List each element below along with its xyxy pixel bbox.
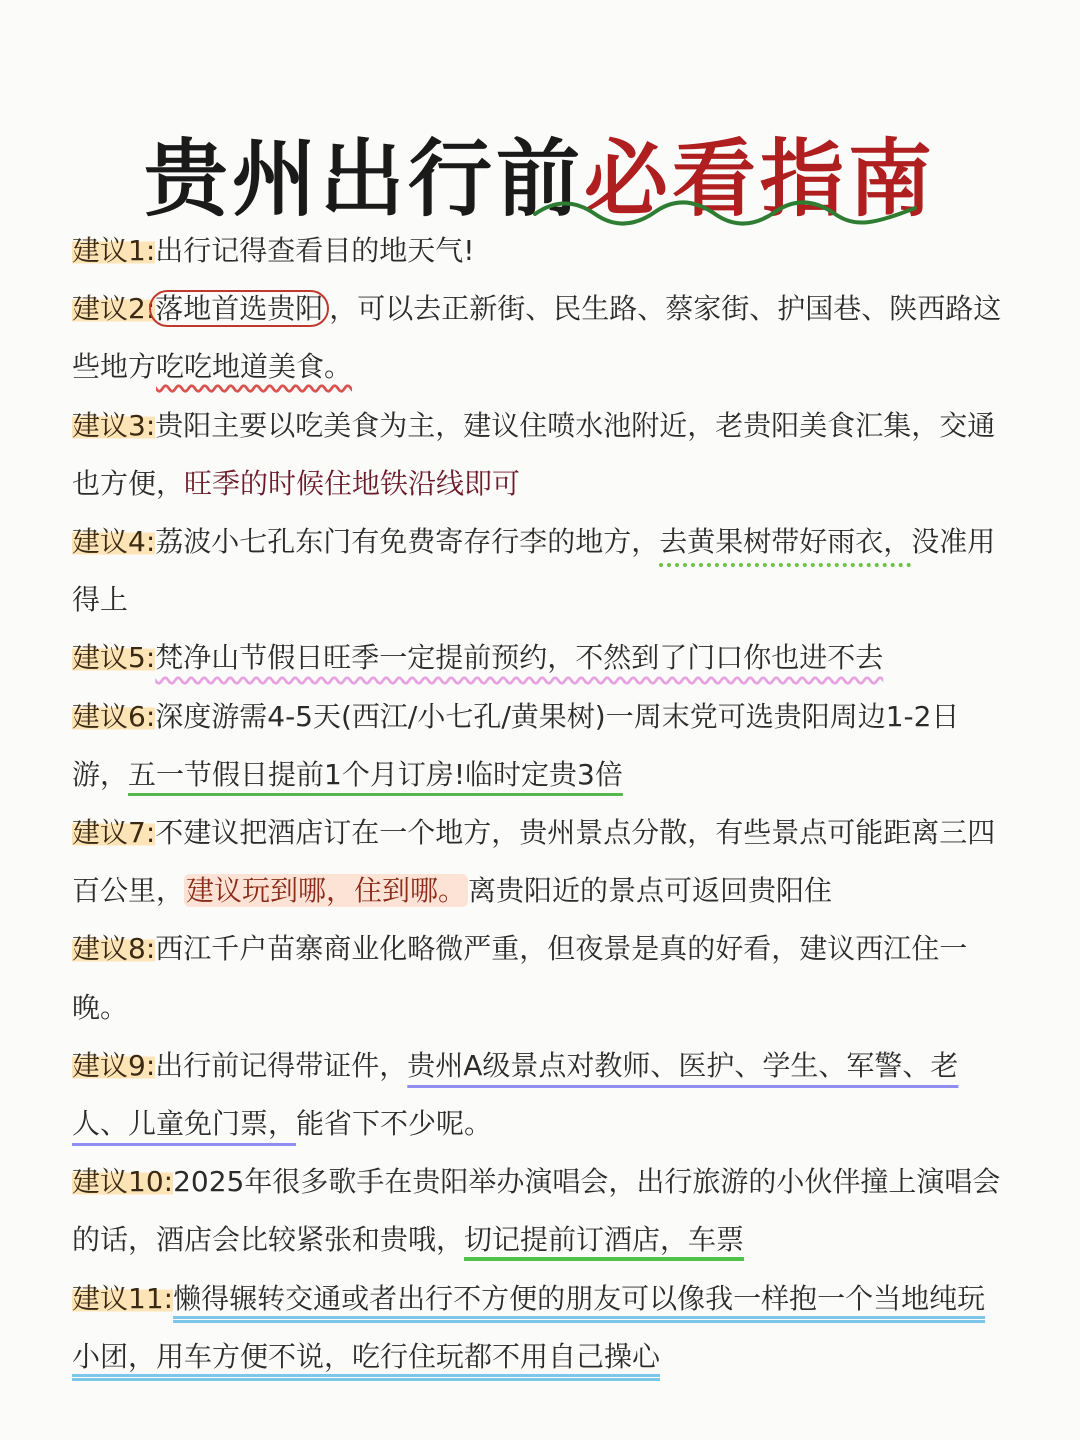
tip-text: 深度游需4-5天(西江/小七孔/黄果树)一周末党可选贵阳周边1-2日游， xyxy=(72,699,960,791)
tip-1 xyxy=(72,222,1012,280)
title-part2: 必看指南 xyxy=(584,129,937,228)
circled-text: 落地首选贵阳 xyxy=(149,290,329,327)
tip-2 xyxy=(72,280,1012,396)
tip-label: 建议2: xyxy=(72,292,156,326)
tip-label: 建议3: xyxy=(72,408,156,442)
tip-text: 2025年很多歌手在贵阳举办演唱会，出行旅游的小伙伴撞上演唱会的话，酒店会比较紧张和贵哦， xyxy=(72,1165,1001,1257)
tip-6 xyxy=(72,688,1012,804)
tip-9 xyxy=(72,1037,1012,1153)
tip-3 xyxy=(72,397,1012,513)
wavy-underlined-text: 吃吃地道美食。 xyxy=(156,350,353,384)
tip-4 xyxy=(72,513,1012,629)
tip-text: 荔波小七孔东门有免费寄存行李的地方， xyxy=(155,525,660,559)
tip-label: 建议11: xyxy=(72,1281,174,1315)
tip-text: ，可以去正新街、民生路、蔡家街、护国巷、陕西路这些地方 xyxy=(72,292,1002,384)
underlined-text: 切记提前订酒店，车票 xyxy=(464,1223,745,1257)
tip-7 xyxy=(72,804,1012,920)
tip-text: 没准用得上 xyxy=(72,525,996,617)
tip-label: 建议10: xyxy=(72,1165,174,1199)
underlined-text: 贵州A级景点对教师、医护、学生、军警、老人、儿童免门票， xyxy=(72,1048,959,1141)
tip-label: 建议8: xyxy=(72,932,156,966)
highlighted-text: 建议玩到哪，住到哪。 xyxy=(186,874,467,908)
tip-text: 出行前记得带证件， xyxy=(155,1048,408,1082)
underlined-text: 五一节假日提前1个月订房!临时定贵3倍 xyxy=(128,757,623,791)
wavy-underlined-text: 梵净山节假日旺季一定提前预约，不然到了门口你也进不去 xyxy=(155,641,884,675)
tip-label: 建议1: xyxy=(72,234,156,267)
tip-text: 出行记得查看目的地天气! xyxy=(155,234,475,267)
tip-label: 建议7: xyxy=(72,816,156,850)
tip-10 xyxy=(72,1153,1012,1269)
double-underlined-text: 懒得辗转交通或者出行不方便的朋友可以像我一样抱一个当地纯玩小团，用车方便不说，吃行住玩都不用自己操心 xyxy=(72,1281,986,1373)
tip-text: 西江千户苗寨商业化略微严重，但夜景是真的好看，建议西江住一晚。 xyxy=(72,932,968,1024)
tip-text: 不建议把酒店订在一个地方，贵州景点分散，有些景点可能距离三四百公里， xyxy=(72,816,996,908)
tip-5 xyxy=(72,629,1012,687)
tips-list xyxy=(72,222,1012,1386)
tip-label: 建议4: xyxy=(72,525,156,559)
tip-label: 建议6: xyxy=(72,699,156,733)
dotted-underlined-text: 去黄果树带好雨衣， xyxy=(659,525,912,559)
tip-text: 能省下不少呢。 xyxy=(296,1107,493,1141)
tip-text: 贵阳主要以吃美食为主，建议住喷水池附近，老贵阳美食汇集，交通也方便， xyxy=(72,408,996,500)
tip-11 xyxy=(72,1270,1012,1386)
tip-label: 建议9: xyxy=(72,1048,156,1082)
tip-8 xyxy=(72,920,1012,1036)
title-part1: 贵州出行前 xyxy=(143,129,584,228)
tip-label: 建议5: xyxy=(72,641,156,675)
tip-text: 离贵阳近的景点可返回贵阳住 xyxy=(468,874,833,908)
emphasized-text: 旺季的时候住地铁沿线即可 xyxy=(184,466,521,500)
